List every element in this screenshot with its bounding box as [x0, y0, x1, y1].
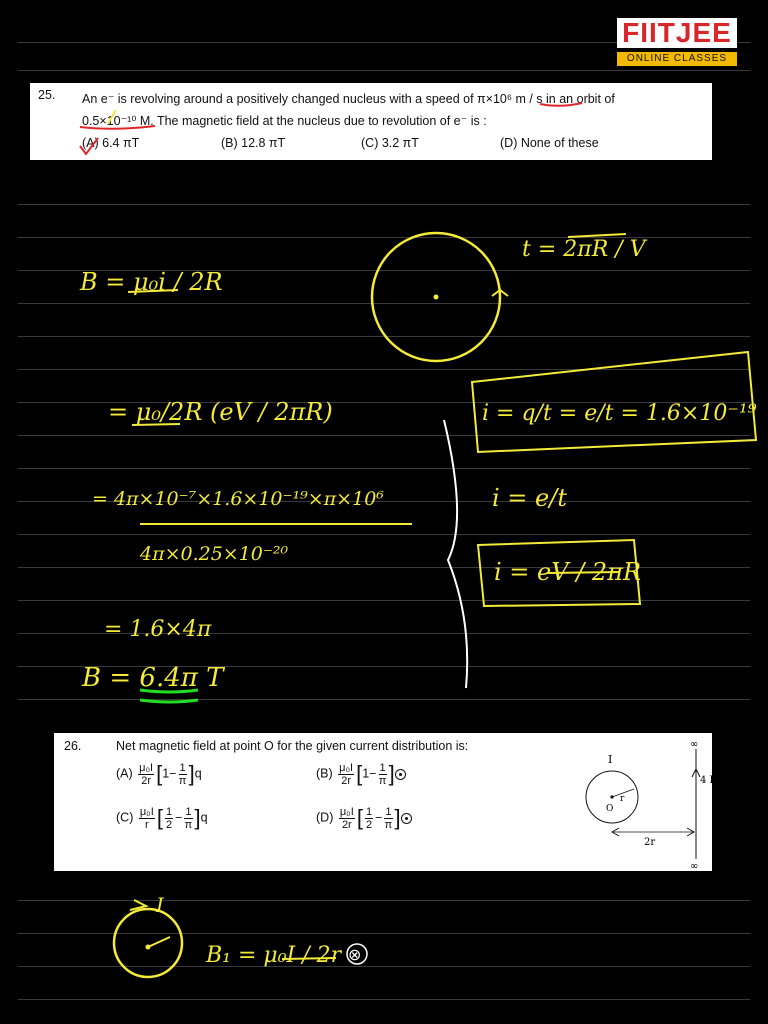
hw-intermediate-result: = 1.6×4π: [104, 617, 212, 642]
option-d: (D) $\frac{\text{μ₀I}}{2r}$ [ $\frac{1}{2}$ − $\frac{1}{\pi}$ ]: [316, 805, 412, 831]
question-line-2: 0.5×10⁻¹⁰ M. The magnetic field at the nucleus due to revolution of e⁻ is :: [82, 114, 487, 128]
option-a: (A) $\frac{\text{μ₀I}}{2r}$ [1− $\frac{1}{\pi}$ ]q: [116, 761, 202, 787]
option-c: (C) $\frac{\text{μ₀I}}{r}$ [ $\frac{1}{2}$ − $\frac{1}{\pi}$ ]q: [116, 805, 208, 831]
radius-label: r: [620, 794, 625, 804]
hw-numeric-numerator: = 4π×10⁻⁷×1.6×10⁻¹⁹×π×10⁶: [92, 488, 384, 510]
option-c: (C) 3.2 πT: [361, 136, 419, 150]
question-number: 25.: [38, 88, 56, 102]
point-o-label: O: [606, 804, 614, 814]
option-b: (B) $\frac{\text{μ₀I}}{2r}$ [1− $\frac{1}{\pi}$ ]: [316, 761, 406, 787]
infinity-top-label: ∞: [690, 739, 699, 750]
hw-current-definition: i = q/t = e/t = 1.6×10⁻¹⁹: [482, 401, 757, 426]
hw-numeric-denominator: 4π×0.25×10⁻²⁰: [140, 543, 289, 565]
into-page-icon: ⊗: [348, 945, 362, 964]
hw-loop-current-label: I: [156, 893, 164, 917]
hw-time-period: t = 2πR / V: [522, 237, 646, 262]
hw-i-equals-ev-over-2pir: i = eV / 2πR: [494, 558, 642, 586]
logo-sub-text: ONLINE CLASSES: [617, 52, 737, 66]
infinity-bottom-label: ∞: [690, 861, 699, 872]
logo-main-text: FIITJEE: [617, 18, 737, 48]
option-d: (D) None of these: [500, 136, 599, 150]
option-a: (A) 6.4 πT: [82, 136, 140, 150]
hw-b-loop-formula: B₁ = μ₀I / 2r: [206, 943, 342, 968]
hw-b-equals-mu-i-over-2r: B = μ₀i / 2R: [80, 268, 223, 296]
question-text: Net magnetic field at point O for the given current distribution is:: [116, 739, 469, 753]
question-line-1: An e⁻ is revolving around a positively changed nucleus with a speed of π×10⁶ m / s in an orbit of: [82, 92, 615, 106]
option-b: (B) 12.8 πT: [221, 136, 286, 150]
hw-i-equals-e-over-t: i = e/t: [492, 484, 567, 512]
hw-substitution-line: = μ₀/2R (eV / 2πR): [108, 398, 333, 426]
loop-current-label: I: [608, 753, 613, 766]
question-number: 26.: [64, 739, 82, 753]
hw-final-answer: B = 6.4π T: [82, 663, 224, 693]
distance-label: 2r: [644, 837, 656, 848]
wire-current-label: 4 I: [700, 775, 714, 786]
